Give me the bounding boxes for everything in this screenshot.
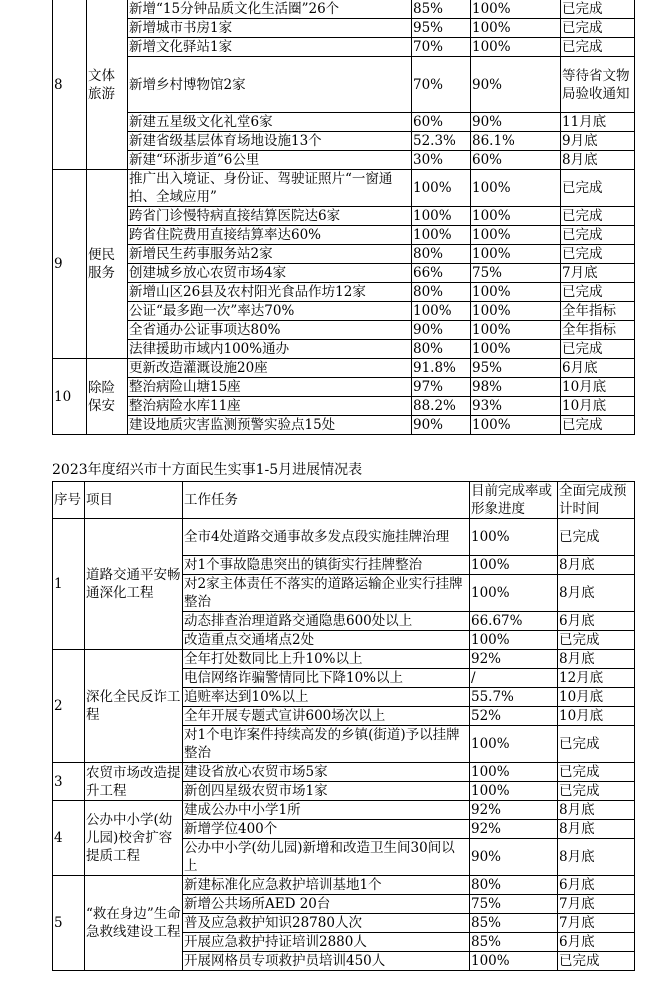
- project-name: 道路交通平安畅通深化工程: [85, 519, 183, 650]
- task-cell: 普及应急救护知识28780人次: [183, 914, 470, 933]
- progress-cell: 30%: [412, 151, 471, 170]
- table-row: [53, 113, 635, 132]
- task-cell: 整治病险水库11座: [128, 397, 412, 416]
- task-cell: 新创四星级农贸市场1家: [183, 782, 470, 801]
- table-header-row: [53, 482, 635, 519]
- task-cell: 新增文化驿站1家: [128, 38, 412, 57]
- table-row: [53, 226, 635, 245]
- progress-cell: 100%: [412, 302, 471, 321]
- time-cell: 已完成: [561, 416, 635, 435]
- status-cell: 90%: [470, 839, 558, 876]
- table-row: [53, 519, 635, 556]
- task-cell: 开展应急救护持证培训2880人: [183, 933, 470, 952]
- table-row: [53, 207, 635, 226]
- time-cell: 已完成: [561, 38, 635, 57]
- task-cell: 新增山区26县及农村阳光食品作坊12家: [128, 283, 412, 302]
- progress-cell: 80%: [412, 283, 471, 302]
- progress-cell: 85%: [412, 0, 471, 19]
- time-cell: 12月底: [558, 669, 635, 688]
- row-number: 1: [53, 519, 85, 650]
- status-cell: 75%: [470, 895, 558, 914]
- task-cell: 全省通办公证事项达80%: [128, 321, 412, 340]
- status-cell: 66.67%: [470, 612, 558, 631]
- time-cell: 7月底: [561, 264, 635, 283]
- progress-cell: 100%: [412, 170, 471, 207]
- target-cell: 86.1%: [471, 132, 561, 151]
- progress-table-continued: [52, 0, 635, 435]
- target-cell: 100%: [471, 38, 561, 57]
- header-item: 项目: [85, 482, 183, 519]
- progress-cell: 90%: [412, 416, 471, 435]
- task-cell: 法律援助市域内100%通办: [128, 340, 412, 359]
- task-cell: 动态排查治理道路交通隐患600处以上: [183, 612, 470, 631]
- table-row: [53, 19, 635, 38]
- project-name: 公办中小学(幼儿园)校舍扩容提质工程: [85, 801, 183, 876]
- status-cell: 92%: [470, 801, 558, 820]
- time-cell: 已完成: [561, 245, 635, 264]
- status-cell: 85%: [470, 933, 558, 952]
- target-cell: 100%: [471, 302, 561, 321]
- project-name: “救在身边”生命急救线建设工程: [85, 876, 183, 971]
- target-cell: 95%: [471, 359, 561, 378]
- time-cell: 10月底: [561, 397, 635, 416]
- status-cell: 55.7%: [470, 688, 558, 707]
- target-cell: 90%: [471, 57, 561, 113]
- task-cell: 全市4处道路交通事故多发点段实施挂牌治理: [183, 519, 470, 556]
- status-cell: 52%: [470, 707, 558, 726]
- time-cell: 8月底: [558, 650, 635, 669]
- progress-cell: 100%: [412, 207, 471, 226]
- target-cell: 100%: [471, 226, 561, 245]
- target-cell: 100%: [471, 283, 561, 302]
- progress-cell: 80%: [412, 245, 471, 264]
- task-cell: 开展网格员专项救护员培训450人: [183, 952, 470, 971]
- progress-cell: 90%: [412, 321, 471, 340]
- progress-cell: 66%: [412, 264, 471, 283]
- task-cell: 建设省放心农贸市场5家: [183, 763, 470, 782]
- task-cell: 对1个电诈案件持续高发的乡镇(街道)予以挂牌整治: [183, 726, 470, 763]
- task-cell: 新增学位400个: [183, 820, 470, 839]
- time-cell: 已完成: [558, 726, 635, 763]
- time-cell: 已完成: [561, 0, 635, 19]
- task-cell: 整治病险山塘15座: [128, 378, 412, 397]
- table-row: [53, 650, 635, 669]
- time-cell: 6月底: [558, 933, 635, 952]
- progress-cell: 52.3%: [412, 132, 471, 151]
- status-cell: 100%: [470, 519, 558, 556]
- task-cell: 新建“环浙步道”6公里: [128, 151, 412, 170]
- table-row: [53, 340, 635, 359]
- task-cell: 跨省门诊慢特病直接结算医院达6家: [128, 207, 412, 226]
- time-cell: 6月底: [558, 876, 635, 895]
- progress-cell: 70%: [412, 38, 471, 57]
- row-number: 2: [53, 650, 85, 763]
- task-cell: 新增公共场所AED 20台: [183, 895, 470, 914]
- task-cell: 更新改造灌溉设施20座: [128, 359, 412, 378]
- table-row: [53, 283, 635, 302]
- time-cell: 已完成: [561, 207, 635, 226]
- status-cell: 100%: [470, 763, 558, 782]
- project-name: 深化全民反诈工程: [85, 650, 183, 763]
- status-cell: 85%: [470, 914, 558, 933]
- time-cell: 已完成: [561, 19, 635, 38]
- time-cell: 已完成: [558, 763, 635, 782]
- time-cell: 7月底: [558, 895, 635, 914]
- task-cell: 公办中小学(幼儿园)新增和改造卫生间30间以上: [183, 839, 470, 876]
- target-cell: 98%: [471, 378, 561, 397]
- row-number: 10: [53, 359, 87, 435]
- progress-cell: 60%: [412, 113, 471, 132]
- table-row: [53, 801, 635, 820]
- target-cell: 100%: [471, 0, 561, 19]
- time-cell: 8月底: [558, 556, 635, 575]
- table-row: [53, 763, 635, 782]
- header-no: 序号: [53, 482, 85, 519]
- task-cell: 新建省级基层体育场地设施13个: [128, 132, 412, 151]
- table-row: [53, 151, 635, 170]
- table-row: [53, 397, 635, 416]
- time-cell: 8月底: [558, 575, 635, 612]
- time-cell: 10月底: [558, 688, 635, 707]
- task-cell: 新增“15分钟品质文化生活圈”26个: [128, 0, 412, 19]
- time-cell: 已完成: [558, 631, 635, 650]
- task-cell: 建成公办中小学1所: [183, 801, 470, 820]
- time-cell: 6月底: [561, 359, 635, 378]
- time-cell: 已完成: [558, 519, 635, 556]
- progress-table: [52, 481, 635, 971]
- time-cell: 10月底: [561, 378, 635, 397]
- task-cell: 新增乡村博物馆2家: [128, 57, 412, 113]
- status-cell: 100%: [470, 575, 558, 612]
- time-cell: 等待省文物局验收通知: [561, 57, 635, 113]
- task-cell: 跨省住院费用直接结算率达60%: [128, 226, 412, 245]
- project-name: 除险保安: [87, 359, 128, 435]
- task-cell: 全年打处数同比上升10%以上: [183, 650, 470, 669]
- table-row: [53, 416, 635, 435]
- status-cell: 100%: [470, 556, 558, 575]
- progress-cell: 88.2%: [412, 397, 471, 416]
- target-cell: 100%: [471, 207, 561, 226]
- table-row: [53, 264, 635, 283]
- time-cell: 10月底: [558, 707, 635, 726]
- time-cell: 全年指标: [561, 321, 635, 340]
- row-number: 5: [53, 876, 85, 971]
- table-title: 2023年度绍兴市十方面民生实事1-5月进展情况表: [52, 462, 363, 478]
- task-cell: 建设地质灾害监测预警实验点15处: [128, 416, 412, 435]
- task-cell: 新增城市书房1家: [128, 19, 412, 38]
- target-cell: 100%: [471, 170, 561, 207]
- progress-cell: 80%: [412, 340, 471, 359]
- task-cell: 公证“最多跑一次”率达70%: [128, 302, 412, 321]
- time-cell: 已完成: [561, 340, 635, 359]
- row-number: 9: [53, 170, 87, 359]
- target-cell: 90%: [471, 113, 561, 132]
- task-cell: 全年开展专题式宣讲600场次以上: [183, 707, 470, 726]
- status-cell: 100%: [470, 726, 558, 763]
- progress-cell: 95%: [412, 19, 471, 38]
- progress-cell: 97%: [412, 378, 471, 397]
- progress-cell: 91.8%: [412, 359, 471, 378]
- table-row: [53, 245, 635, 264]
- table-row: [53, 378, 635, 397]
- table-row: [53, 38, 635, 57]
- time-cell: 已完成: [558, 782, 635, 801]
- task-cell: 追赃率达到10%以上: [183, 688, 470, 707]
- task-cell: 新建五星级文化礼堂6家: [128, 113, 412, 132]
- progress-cell: 70%: [412, 57, 471, 113]
- time-cell: 8月底: [558, 839, 635, 876]
- project-name: 农贸市场改造提升工程: [86, 764, 181, 799]
- table-row: [53, 0, 635, 19]
- project-name: 文体旅游: [87, 0, 128, 170]
- time-cell: 9月底: [561, 132, 635, 151]
- task-cell: 对2家主体责任不落实的道路运输企业实行挂牌整治: [183, 575, 470, 612]
- target-cell: 100%: [471, 416, 561, 435]
- table-row: [53, 321, 635, 340]
- time-cell: 8月底: [561, 151, 635, 170]
- row-number: 8: [53, 0, 87, 170]
- target-cell: 75%: [471, 264, 561, 283]
- project-name: 便民服务: [87, 170, 128, 359]
- status-cell: 92%: [470, 820, 558, 839]
- task-cell: 创建城乡放心农贸市场4家: [128, 264, 412, 283]
- time-cell: 已完成: [558, 952, 635, 971]
- header-status: 目前完成率或形象进度: [470, 482, 558, 519]
- table-row: [53, 876, 635, 895]
- status-cell: /: [470, 669, 558, 688]
- target-cell: 100%: [471, 340, 561, 359]
- status-cell: 100%: [470, 952, 558, 971]
- row-number: 4: [53, 801, 85, 876]
- task-cell: 新建标准化应急救护培训基地1个: [183, 876, 470, 895]
- time-cell: 已完成: [561, 170, 635, 207]
- table-row: [53, 359, 635, 378]
- task-cell: 新增民生药事服务站2家: [128, 245, 412, 264]
- status-cell: 100%: [470, 782, 558, 801]
- table-row: [53, 132, 635, 151]
- time-cell: 11月底: [561, 113, 635, 132]
- time-cell: 已完成: [561, 283, 635, 302]
- task-cell: 改造重点交通堵点2处: [183, 631, 470, 650]
- table-row: [53, 170, 635, 207]
- time-cell: 8月底: [558, 820, 635, 839]
- header-time: 全面完成预计时间: [558, 482, 635, 519]
- time-cell: 8月底: [558, 801, 635, 820]
- time-cell: 全年指标: [561, 302, 635, 321]
- target-cell: 100%: [471, 245, 561, 264]
- status-cell: 100%: [470, 631, 558, 650]
- time-cell: 7月底: [558, 914, 635, 933]
- status-cell: 92%: [470, 650, 558, 669]
- progress-cell: 100%: [412, 226, 471, 245]
- status-cell: 80%: [470, 876, 558, 895]
- table-row: [53, 57, 635, 113]
- target-cell: 100%: [471, 19, 561, 38]
- time-cell: 已完成: [561, 226, 635, 245]
- target-cell: 60%: [471, 151, 561, 170]
- target-cell: 100%: [471, 321, 561, 340]
- task-cell: 对1个事故隐患突出的镇街实行挂牌整治: [183, 556, 470, 575]
- task-cell: 电信网络诈骗警情同比下降10%以上: [183, 669, 470, 688]
- row-number: 3: [53, 763, 85, 801]
- header-task: 工作任务: [183, 482, 470, 519]
- target-cell: 93%: [471, 397, 561, 416]
- table-row: [53, 302, 635, 321]
- task-cell: 推广出入境证、身份证、驾驶证照片“一窗通拍、全域应用”: [128, 170, 412, 207]
- time-cell: 6月底: [558, 612, 635, 631]
